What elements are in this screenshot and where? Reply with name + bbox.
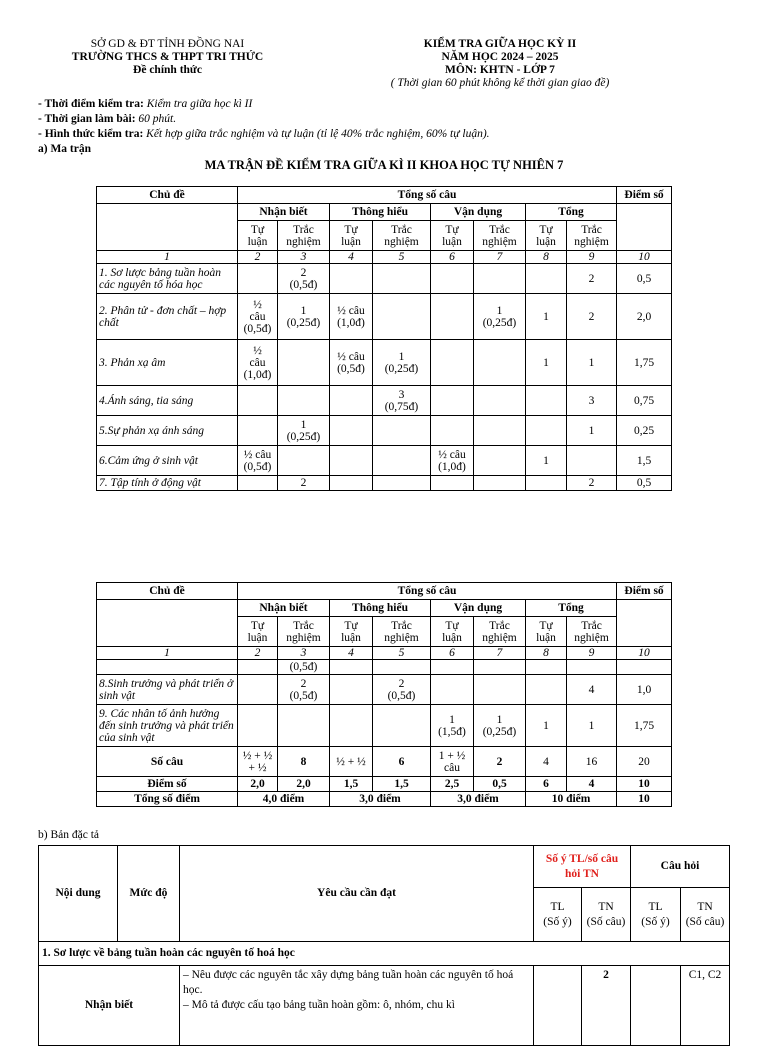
matrix-cell	[474, 340, 526, 386]
header-chu-de: Chủ đề	[97, 583, 238, 600]
matrix-cell: 1 (1,5đ)	[431, 705, 474, 747]
matrix-cell	[278, 386, 330, 416]
matrix-cell: ½ câu (0,5đ)	[330, 340, 373, 386]
matrix-cell	[526, 675, 567, 705]
school-year: NĂM HỌC 2024 – 2025	[441, 51, 559, 63]
sub-header: TL (Số ý)	[631, 888, 681, 942]
matrix-cell: 1	[526, 340, 567, 386]
table-row	[97, 416, 672, 446]
matrix-cell: ½ câu (1,0đ)	[330, 294, 373, 340]
matrix-cell	[526, 264, 567, 294]
info-label: - Thời điểm kiểm tra:	[38, 98, 144, 110]
matrix-cell	[238, 386, 278, 416]
header-trac-nghiem: Trắc nghiệm	[278, 221, 330, 251]
matrix-cell: 1,0	[617, 675, 672, 705]
topic-cell: 9. Các nhân tố ảnh hưởng đến sinh trưởng và phát triển của sinh vật	[97, 705, 238, 747]
official-label: Đề chính thức	[133, 64, 202, 76]
column-number: 10	[617, 647, 672, 660]
matrix-cell: 1	[526, 705, 567, 747]
topic-cell	[97, 660, 238, 675]
matrix-cell: 3 (0,75đ)	[373, 386, 431, 416]
header-tu-luan: Tự luận	[526, 221, 567, 251]
header-tu-luan: Tự luận	[238, 221, 278, 251]
topic-cell: 2. Phân tử - đơn chất – hợp chất	[97, 294, 238, 340]
matrix-cell	[474, 660, 526, 675]
matrix-cell: 20	[617, 747, 672, 777]
column-number: 9	[567, 647, 617, 660]
topic-cell: 4.Ánh sáng, tia sáng	[97, 386, 238, 416]
matrix-cell: 3	[567, 386, 617, 416]
matrix-cell	[238, 416, 278, 446]
column-number: 7	[474, 647, 526, 660]
header-tu-luan: Tự luận	[431, 221, 474, 251]
matrix-cell: 2	[278, 476, 330, 491]
header-tu-luan: Tự luận	[238, 617, 278, 647]
department-name: SỞ GD & ĐT TỈNH ĐỒNG NAI	[90, 38, 245, 50]
sub-header: TN (Số câu)	[681, 888, 730, 942]
matrix-cell: 2,0	[278, 777, 330, 792]
header-level: Vận dụng	[431, 204, 526, 221]
matrix-cell	[567, 660, 617, 675]
matrix-cell: 3,0 điểm	[431, 792, 526, 807]
requirements: – Nêu được các nguyên tắc xây dựng bảng tuần hoàn các nguyên tố hoá học. – Mô tả được cấu tạo bảng tuần hoàn gồm: ô, nhóm, chu kì	[180, 966, 534, 1046]
header-level: Nhận biết	[238, 204, 330, 221]
col-yeu-cau: Yêu cầu cần đạt	[180, 846, 534, 942]
table-row	[97, 386, 672, 416]
header-trac-nghiem: Trắc nghiệm	[567, 617, 617, 647]
matrix-cell	[330, 476, 373, 491]
matrix-cell	[238, 660, 278, 675]
matrix-cell: 0,75	[617, 386, 672, 416]
spec-table	[38, 845, 730, 1046]
matrix-cell	[373, 705, 431, 747]
section-a-heading: a) Ma trận	[38, 143, 92, 155]
column-number: 4	[330, 251, 373, 264]
matrix-cell	[474, 675, 526, 705]
matrix-cell: ½ câu (1,0đ)	[238, 340, 278, 386]
matrix-cell: 2	[474, 747, 526, 777]
matrix-cell	[238, 476, 278, 491]
header-tong-so-cau: Tổng số câu	[238, 187, 617, 204]
col-muc-do: Mức độ	[118, 846, 180, 942]
school-name: TRƯỜNG THCS & THPT TRI THỨC	[71, 51, 264, 63]
matrix-cell	[330, 386, 373, 416]
matrix-cell	[238, 705, 278, 747]
header-blank	[617, 204, 672, 251]
matrix-cell: 10	[617, 792, 672, 807]
header-tu-luan: Tự luận	[330, 221, 373, 251]
header-level: Nhận biết	[238, 600, 330, 617]
matrix-cell	[567, 446, 617, 476]
matrix-cell	[330, 660, 373, 675]
matrix-cell: ½ + ½	[330, 747, 373, 777]
matrix-cell: 10	[617, 777, 672, 792]
matrix-cell	[474, 446, 526, 476]
column-number: 8	[526, 251, 567, 264]
matrix-cell: (0,5đ)	[278, 660, 330, 675]
header-level: Tổng	[526, 204, 617, 221]
matrix-cell	[238, 264, 278, 294]
section-b-heading: b) Bản đặc tả	[38, 829, 99, 841]
matrix-cell	[617, 660, 672, 675]
matrix-cell	[278, 705, 330, 747]
matrix-cell: 2	[567, 294, 617, 340]
column-number: 3	[278, 647, 330, 660]
info-value: 60 phút.	[135, 113, 177, 125]
table-row	[97, 705, 672, 747]
matrix-cell: 0,5	[474, 777, 526, 792]
header-trac-nghiem: Trắc nghiệm	[373, 221, 431, 251]
matrix-cell: 1,75	[617, 340, 672, 386]
matrix-cell: 1,5	[330, 777, 373, 792]
spec-section-1: 1. Sơ lược về bảng tuần hoàn các nguyên tố hoá học	[39, 942, 730, 966]
exam-title: KIỂM TRA GIỮA HỌC KỲ II	[423, 38, 577, 50]
matrix-cell: 2	[567, 476, 617, 491]
header-trac-nghiem: Trắc nghiệm	[373, 617, 431, 647]
matrix-cell: 3,0 điểm	[330, 792, 431, 807]
tn-questions: C1, C2	[681, 966, 730, 1046]
header-level: Tổng	[526, 600, 617, 617]
matrix-title: MA TRẬN ĐỀ KIỂM TRA GIỮA KÌ II KHOA HỌC TỰ NHIÊN 7	[204, 158, 564, 172]
table-row	[97, 264, 672, 294]
matrix-cell: 1 (0,25đ)	[278, 416, 330, 446]
matrix-cell: 1	[567, 416, 617, 446]
matrix-cell: 1	[567, 705, 617, 747]
col-cau-hoi: Câu hỏi	[631, 846, 730, 888]
matrix-cell: ½ câu (0,5đ)	[238, 294, 278, 340]
header-chu-de: Chủ đề	[97, 187, 238, 204]
column-number: 5	[373, 647, 431, 660]
matrix-cell	[373, 660, 431, 675]
header-trac-nghiem: Trắc nghiệm	[567, 221, 617, 251]
info-value: Kiểm tra giữa học kì II	[143, 98, 253, 110]
matrix-cell	[431, 294, 474, 340]
matrix-cell	[373, 264, 431, 294]
table-row	[97, 660, 672, 675]
matrix-cell: ½ + ½ + ½	[238, 747, 278, 777]
matrix-cell	[330, 416, 373, 446]
header-trac-nghiem: Trắc nghiệm	[474, 617, 526, 647]
header-tu-luan: Tự luận	[526, 617, 567, 647]
header-blank	[617, 600, 672, 647]
matrix-cell	[330, 705, 373, 747]
topic-cell: 8.Sinh trưởng và phát triển ở sinh vật	[97, 675, 238, 705]
matrix-cell	[373, 416, 431, 446]
matrix-cell: ½ câu (1,0đ)	[431, 446, 474, 476]
matrix-table-1	[96, 186, 672, 491]
header-tu-luan: Tự luận	[431, 617, 474, 647]
matrix-cell	[431, 476, 474, 491]
matrix-cell	[330, 264, 373, 294]
matrix-cell	[330, 446, 373, 476]
column-number: 7	[474, 251, 526, 264]
matrix-cell	[330, 675, 373, 705]
matrix-cell	[431, 264, 474, 294]
matrix-cell: 0,25	[617, 416, 672, 446]
table-row	[97, 340, 672, 386]
column-number: 4	[330, 647, 373, 660]
matrix-cell	[238, 675, 278, 705]
matrix-cell: 2 (0,5đ)	[278, 675, 330, 705]
header-trac-nghiem: Trắc nghiệm	[474, 221, 526, 251]
exam-info	[38, 97, 490, 157]
matrix-cell: 1 (0,25đ)	[373, 340, 431, 386]
matrix-cell: 4,0 điểm	[238, 792, 330, 807]
column-number: 10	[617, 251, 672, 264]
matrix-cell	[474, 264, 526, 294]
matrix-cell	[431, 675, 474, 705]
matrix-cell: 8	[278, 747, 330, 777]
matrix-cell	[431, 340, 474, 386]
column-number: 5	[373, 251, 431, 264]
topic-cell: 3. Phản xạ âm	[97, 340, 238, 386]
column-number: 2	[238, 647, 278, 660]
column-number: 1	[97, 251, 238, 264]
header-level: Vận dụng	[431, 600, 526, 617]
matrix-cell: 2 (0,5đ)	[278, 264, 330, 294]
header-blank	[97, 204, 238, 251]
matrix-cell: 4	[526, 747, 567, 777]
matrix-cell: 1	[567, 340, 617, 386]
matrix-cell	[474, 386, 526, 416]
matrix-cell	[526, 660, 567, 675]
column-number: 1	[97, 647, 238, 660]
matrix-table-2	[96, 582, 672, 807]
header-level: Thông hiểu	[330, 600, 431, 617]
matrix-cell: 2,5	[431, 777, 474, 792]
info-label: - Thời gian làm bài:	[38, 113, 136, 125]
column-number: 3	[278, 251, 330, 264]
column-number: 6	[431, 647, 474, 660]
table-row	[97, 446, 672, 476]
column-number: 9	[567, 251, 617, 264]
column-number: 2	[238, 251, 278, 264]
matrix-cell	[526, 386, 567, 416]
info-label: - Hình thức kiểm tra:	[38, 128, 144, 140]
matrix-cell: 1 + ½ câu	[431, 747, 474, 777]
column-number: 8	[526, 647, 567, 660]
header-blank	[97, 600, 238, 647]
header-trac-nghiem: Trắc nghiệm	[278, 617, 330, 647]
topic-cell: 1. Sơ lược bảng tuần hoàn các nguyên tố hóa học	[97, 264, 238, 294]
col-so-y: Số ý TL/số câu hỏi TN	[534, 846, 631, 888]
tl-questions	[631, 966, 681, 1046]
tong-diem-label: Tổng số điểm	[97, 792, 238, 807]
matrix-cell	[373, 294, 431, 340]
matrix-cell	[373, 446, 431, 476]
matrix-cell: 10 điểm	[526, 792, 617, 807]
matrix-cell	[474, 476, 526, 491]
matrix-cell: 1	[526, 294, 567, 340]
subject: MÔN: KHTN - LỚP 7	[445, 64, 555, 76]
tl-count	[534, 966, 582, 1046]
matrix-cell	[474, 416, 526, 446]
header-tong-so-cau: Tổng số câu	[238, 583, 617, 600]
matrix-cell: 1	[526, 446, 567, 476]
matrix-cell	[526, 476, 567, 491]
matrix-cell: 1,75	[617, 705, 672, 747]
matrix-cell: 6	[526, 777, 567, 792]
matrix-cell	[431, 416, 474, 446]
matrix-cell: 0,5	[617, 264, 672, 294]
info-value: Kết hợp giữa trắc nghiệm và tự luận (tỉ lệ 40% trắc nghiệm, 60% tự luận).	[143, 128, 490, 140]
table-row	[97, 294, 672, 340]
so-cau-label: Số câu	[97, 747, 238, 777]
tn-count: 2	[582, 966, 631, 1046]
matrix-cell: 1 (0,25đ)	[474, 294, 526, 340]
matrix-cell	[526, 416, 567, 446]
matrix-cell: 2 (0,5đ)	[373, 675, 431, 705]
matrix-cell: 1,5	[373, 777, 431, 792]
matrix-cell: ½ câu (0,5đ)	[238, 446, 278, 476]
duration-note: ( Thời gian 60 phút không kể thời gian giao đề)	[390, 77, 610, 89]
topic-cell: 7. Tập tính ở động vật	[97, 476, 238, 491]
matrix-cell: 0,5	[617, 476, 672, 491]
matrix-cell: 2,0	[617, 294, 672, 340]
header-diem-so: Điểm số	[617, 187, 672, 204]
topic-cell: 5.Sự phản xạ ánh sáng	[97, 416, 238, 446]
matrix-cell: 6	[373, 747, 431, 777]
col-noi-dung: Nội dung	[39, 846, 118, 942]
table-row	[97, 675, 672, 705]
matrix-cell: 4	[567, 675, 617, 705]
matrix-cell	[278, 446, 330, 476]
diem-so-label: Điểm số	[97, 777, 238, 792]
header-tu-luan: Tự luận	[330, 617, 373, 647]
matrix-cell: 1,5	[617, 446, 672, 476]
matrix-cell: 16	[567, 747, 617, 777]
header-diem-so: Điểm số	[617, 583, 672, 600]
header-level: Thông hiểu	[330, 204, 431, 221]
matrix-cell: 1 (0,25đ)	[278, 294, 330, 340]
sub-header: TL (Số ý)	[534, 888, 582, 942]
matrix-cell	[431, 386, 474, 416]
column-number: 6	[431, 251, 474, 264]
matrix-cell	[373, 476, 431, 491]
matrix-cell: 1 (0,25đ)	[474, 705, 526, 747]
matrix-cell	[278, 340, 330, 386]
topic-cell: 6.Cảm ứng ở sinh vật	[97, 446, 238, 476]
matrix-cell: 4	[567, 777, 617, 792]
matrix-cell: 2,0	[238, 777, 278, 792]
level-nhan-biet: Nhận biết	[39, 966, 180, 1046]
sub-header: TN (Số câu)	[582, 888, 631, 942]
matrix-cell	[431, 660, 474, 675]
matrix-cell: 2	[567, 264, 617, 294]
table-row	[97, 476, 672, 491]
